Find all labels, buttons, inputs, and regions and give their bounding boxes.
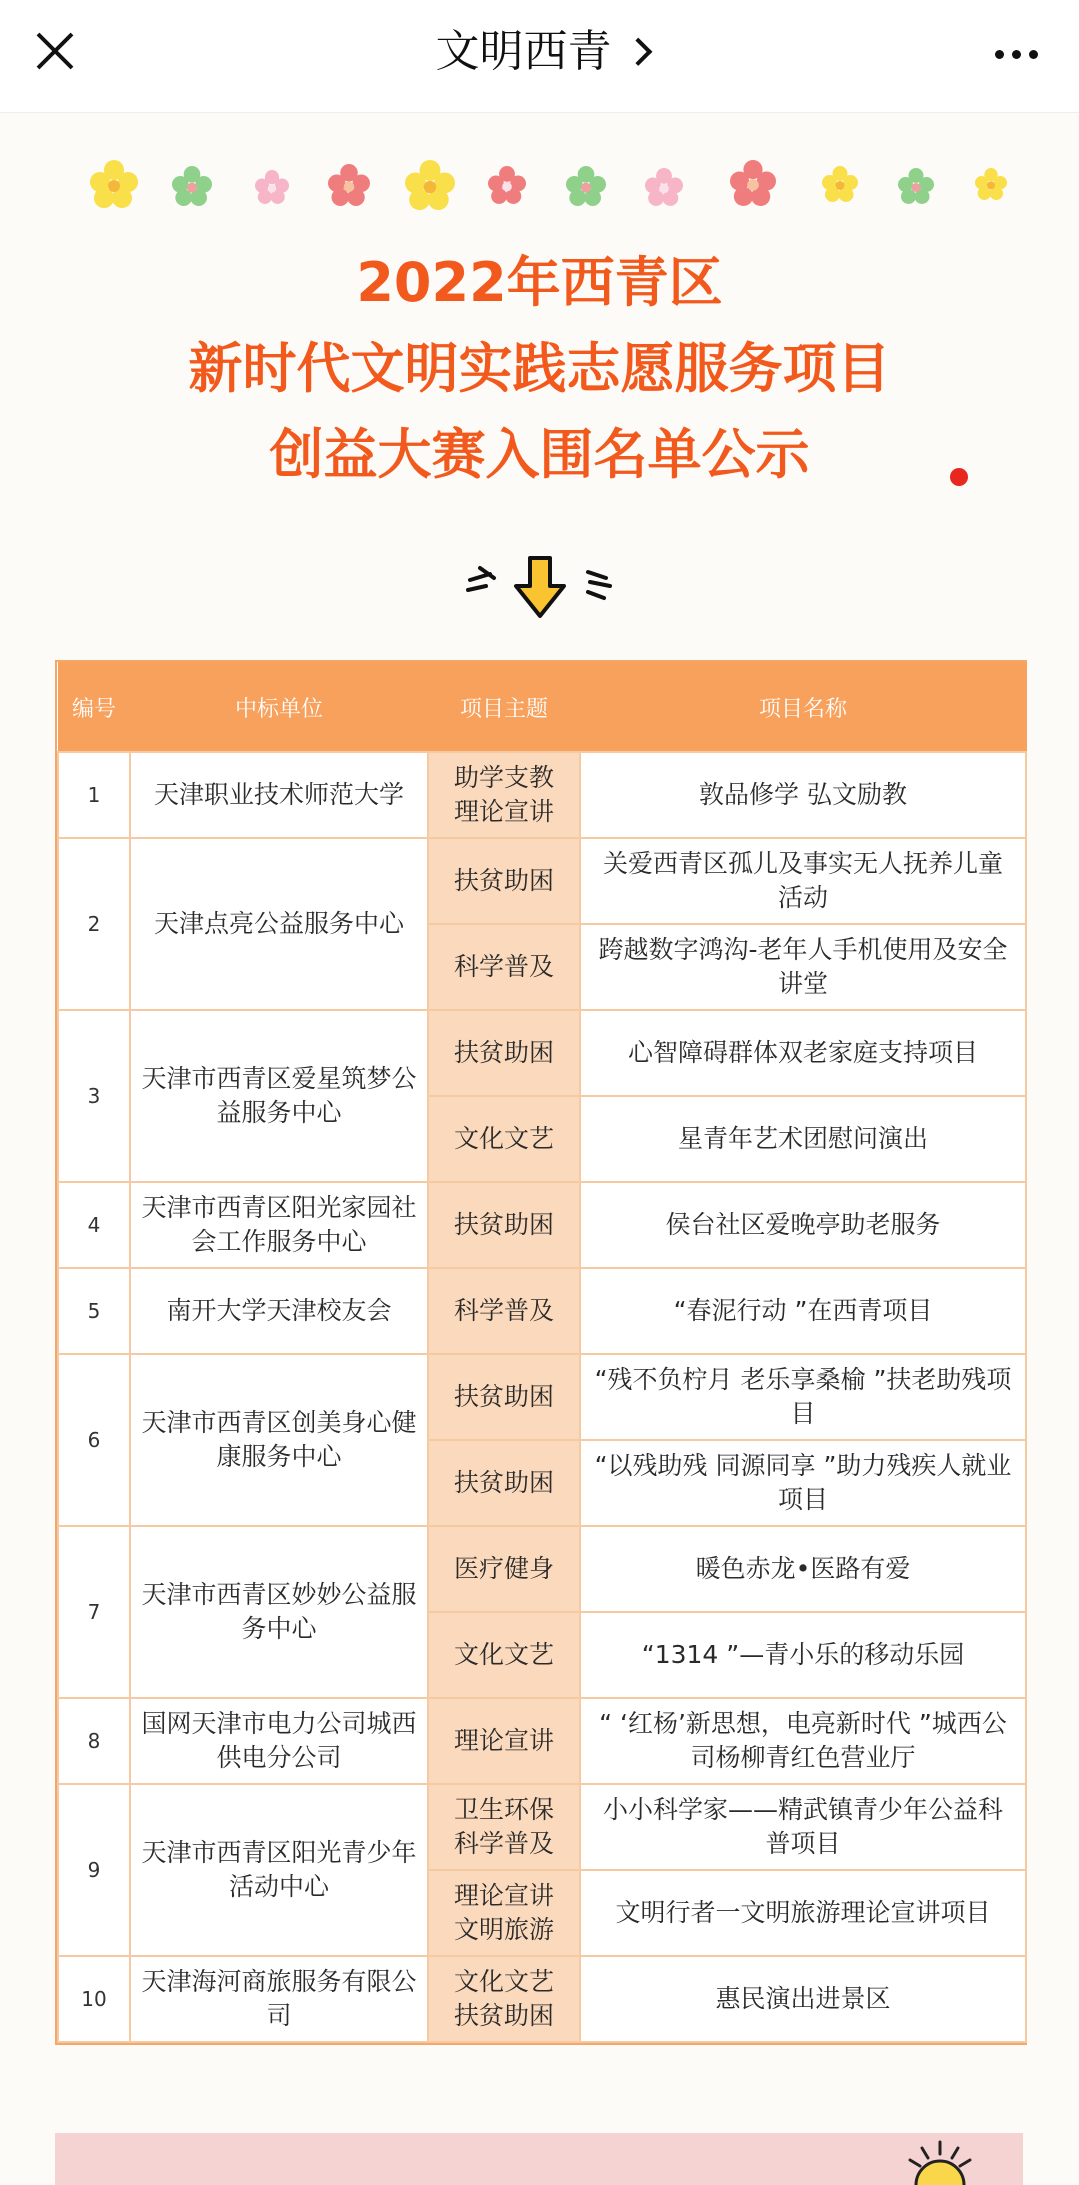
table-row <box>58 1784 1026 1870</box>
table-row <box>58 1010 1026 1096</box>
row-unit: 天津市西青区阳光青少年活动中心 <box>130 1784 428 1956</box>
row-unit: 天津海河商旅服务有限公司 <box>130 1956 428 2042</box>
row-number: 10 <box>58 1956 130 2042</box>
row-project-name: 惠民演出进景区 <box>580 1956 1026 2042</box>
row-project-name: 心智障碍群体双老家庭支持项目 <box>580 1010 1026 1096</box>
flower-icon <box>975 168 1007 200</box>
row-project-name: 文明行者一文明旅游理论宣讲项目 <box>580 1870 1026 1956</box>
row-theme: 扶贫助困 <box>428 1440 580 1526</box>
row-theme: 文化文艺 <box>428 1612 580 1698</box>
row-theme: 扶贫助困 <box>428 1010 580 1096</box>
table-row <box>58 1698 1026 1784</box>
row-unit: 天津市西青区阳光家园社会工作服务中心 <box>130 1182 428 1268</box>
row-number: 8 <box>58 1698 130 1784</box>
row-number: 4 <box>58 1182 130 1268</box>
row-unit: 天津市西青区爱星筑梦公益服务中心 <box>130 1010 428 1182</box>
row-unit: 天津市西青区创美身心健康服务中心 <box>130 1354 428 1526</box>
top-bar <box>0 0 1079 113</box>
table-row <box>58 1956 1026 2042</box>
row-theme: 医疗健身 <box>428 1526 580 1612</box>
row-theme: 科学普及 <box>428 1268 580 1354</box>
flower-icon <box>405 160 455 210</box>
row-project-name: “ ‘红杨’新思想，电亮新时代 ”城西公司杨柳青红色营业厅 <box>580 1698 1026 1784</box>
flower-decoration <box>0 160 1079 220</box>
flower-icon <box>488 166 526 204</box>
flower-icon <box>730 160 776 206</box>
row-project-name: 侯台社区爱晚亭助老服务 <box>580 1182 1026 1268</box>
flower-icon <box>566 166 606 206</box>
row-project-name: 小小科学家——精武镇青少年公益科普项目 <box>580 1784 1026 1870</box>
row-project-name: 敦品修学 弘文励教 <box>580 752 1026 838</box>
row-number: 2 <box>58 838 130 1010</box>
more-icon[interactable] <box>995 44 1049 60</box>
row-theme: 扶贫助困 <box>428 1354 580 1440</box>
flower-icon <box>328 164 370 206</box>
row-project-name: “1314 ”—青小乐的移动乐园 <box>580 1612 1026 1698</box>
row-unit: 国网天津市电力公司城西供电分公司 <box>130 1698 428 1784</box>
row-number: 7 <box>58 1526 130 1698</box>
flower-icon <box>898 168 934 204</box>
row-theme: 卫生环保 科学普及 <box>428 1784 580 1870</box>
row-number: 6 <box>58 1354 130 1526</box>
flower-icon <box>255 170 289 204</box>
row-number: 1 <box>58 752 130 838</box>
row-number: 3 <box>58 1010 130 1182</box>
row-project-name: 暖色赤龙•医路有爱 <box>580 1526 1026 1612</box>
account-title[interactable] <box>0 24 1079 80</box>
row-project-name: 关爱西青区孤儿及事实无人抚养儿童活动 <box>580 838 1026 924</box>
next-section-banner <box>55 2133 1023 2185</box>
row-theme: 助学支教 理论宣讲 <box>428 752 580 838</box>
flower-icon <box>645 168 683 206</box>
header-number: 编号 <box>58 663 130 753</box>
flower-icon <box>822 166 858 202</box>
flower-icon <box>90 160 138 208</box>
shortlist-table <box>55 660 1027 2045</box>
header-project-name: 项目名称 <box>580 663 1026 753</box>
row-theme: 文化文艺 扶贫助困 <box>428 1956 580 2042</box>
row-unit: 南开大学天津校友会 <box>130 1268 428 1354</box>
arrow-down-icon <box>460 550 620 630</box>
account-title-label: 文明西青 <box>435 26 612 77</box>
table-row <box>58 838 1026 924</box>
row-project-name: 星青年艺术团慰问演出 <box>580 1096 1026 1182</box>
row-number: 5 <box>58 1268 130 1354</box>
sun-icon <box>900 2140 980 2185</box>
row-theme: 文化文艺 <box>428 1096 580 1182</box>
row-project-name: “残不负柠月 老乐享桑榆 ”扶老助残项目 <box>580 1354 1026 1440</box>
row-theme: 理论宣讲 <box>428 1698 580 1784</box>
row-project-name: “春泥行动 ”在西青项目 <box>580 1268 1026 1354</box>
flower-icon <box>172 166 212 206</box>
table-row <box>58 1526 1026 1612</box>
row-theme: 理论宣讲 文明旅游 <box>428 1870 580 1956</box>
row-theme: 扶贫助困 <box>428 838 580 924</box>
row-unit: 天津职业技术师范大学 <box>130 752 428 838</box>
row-project-name: “以残助残 同源同享 ”助力残疾人就业项目 <box>580 1440 1026 1526</box>
headline-line-1: 2022年西青区 <box>356 251 723 314</box>
headline-line-3: 创益大赛入围名单公示 <box>269 423 810 486</box>
table-row <box>58 1268 1026 1354</box>
row-theme: 扶贫助困 <box>428 1182 580 1268</box>
table-row <box>58 1182 1026 1268</box>
row-project-name: 跨越数字鸿沟-老年人手机使用及安全讲堂 <box>580 924 1026 1010</box>
row-unit: 天津点亮公益服务中心 <box>130 838 428 1010</box>
headline-line-2: 新时代文明实践志愿服务项目 <box>188 337 891 400</box>
header-unit: 中标单位 <box>130 663 428 753</box>
red-dot-decoration <box>950 468 968 486</box>
row-unit: 天津市西青区妙妙公益服务中心 <box>130 1526 428 1698</box>
header-theme: 项目主题 <box>428 663 580 753</box>
table-row <box>58 1354 1026 1440</box>
row-number: 9 <box>58 1784 130 1956</box>
table-row <box>58 752 1026 838</box>
chevron-right-icon <box>624 38 652 66</box>
row-theme: 科学普及 <box>428 924 580 1010</box>
